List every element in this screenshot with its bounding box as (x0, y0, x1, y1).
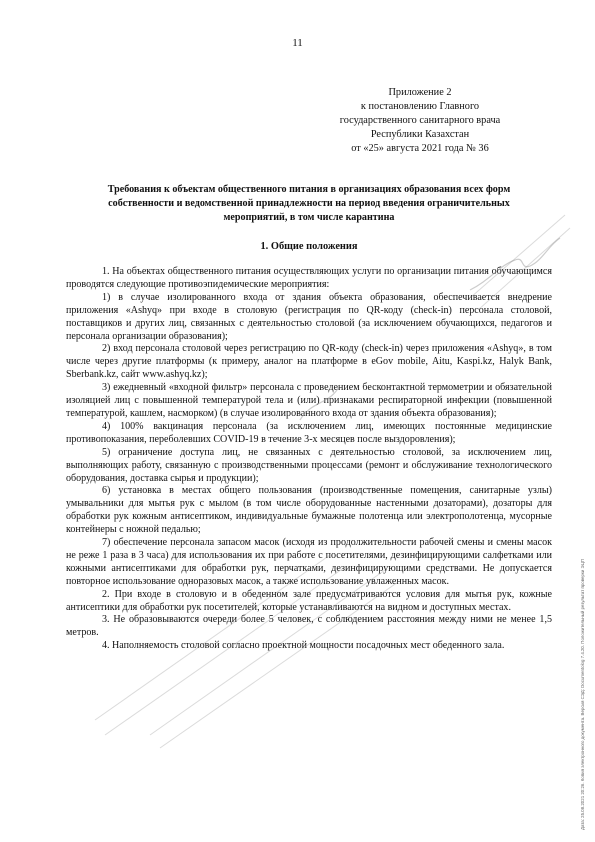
document-body (66, 266, 552, 653)
document-title-line: собственности и ведомственной принадлежности на период введения ограничительных (108, 198, 510, 210)
appendix-block (300, 86, 540, 156)
paragraph: 4) 100% вакцинация персонала (за исключением лиц, имеющих постоянные медицинские противопоказания, переболевших COVID-19 в течение 3-х месяцев после выздоровления); (66, 420, 552, 445)
paragraph: 3. Не образовываются очереди более 5 человек, с соблюдением расстояния между ними не менее 1,5 метров. (66, 614, 552, 639)
appendix-line: Приложение 2 (388, 87, 452, 98)
appendix-line: от «25» августа 2021 года № 36 (351, 143, 489, 154)
paragraph: 4. Наполняемость столовой согласно проектной мощности посадочных мест обеденного зала. (102, 640, 505, 652)
document-title-line: мероприятий, в том числе карантина (223, 212, 395, 224)
paragraph: 7) обеспечение персонала запасом масок (исходя из продолжительности рабочей смены и смены масок не реже 1 раза в 3 часа) для использования их при работе с посетителями, дезинфицирующими салфетками или кожными антисептиками для обработки рук, перчатками, дезинфицирующими средствами. Не допускается повторное использование одноразовых масок, а также использование увлаженных масок. (66, 537, 552, 587)
document-title (64, 183, 554, 226)
paragraph: 2. При входе в столовую и в обеденном зале предусматриваются условия для мытья рук, кожные антисептики для обработки рук посетителей, которые устанавливаются на видном и доступных местах. (66, 588, 552, 613)
appendix-line: государственного санитарного врача (339, 115, 501, 126)
paragraph: 6) установка в местах общего пользования (производственные помещения, санитарные узлы) умывальники для мытья рук с мылом (в том числе оборудованные настенными дозаторами), дозаторы для обработки рук кожным антисептиком, индивидуальные бумажные полотенца или электрополотенца, мусорные контейнеры с ножной педалью; (66, 485, 552, 536)
paragraph: 5) ограничение доступа лиц, не связанных с деятельностью столовой, за исключением лиц, выполняющих работу, связанную с производственными процессами (ремонт и обслуживание технологического оборудования, доставка сырья и продукции); (66, 446, 552, 484)
appendix-line: Республики Казахстан (370, 129, 470, 140)
paragraph: 1) в случае изолированного входа от здания объекта образования, обеспечивается внедрение приложения «Ashyq» при входе в столовую (регистрация по QR-коду (check-in) персонала столовой, поставщиков и других лиц, связанных с деятельностью столовой (за исключением обучающихся, педагогов и персонала организации образования); (66, 291, 552, 342)
document-title-line: Требования к объектам общественного питания в организациях образования всех форм (107, 184, 511, 195)
page-number: 11 (292, 37, 303, 49)
paragraph: 2) вход персонала столовой через регистрацию по QR-коду (check-in) через приложения «Ashyq», в том числе через другие платформы (к примеру, аналог на платформе в eGov mobile, Aitu, Kaspi.kz, Halyk Bank, Sberbank.kz, сайт www.ashyq.kz); (66, 343, 552, 381)
section-heading: 1. Общие положения (260, 241, 358, 252)
appendix-line: к постановлению Главного (360, 101, 480, 112)
paragraph: 3) ежедневный «входной фильтр» персонала с проведением бесконтактной термометрии и обязательной изоляцией лиц с повышенной температурой тела и (или) признаками респираторной инфекции (повышенной температурой, кашлем, насморком) (в случае изолированного входа от здания объекта образования); (66, 382, 552, 419)
paragraph: 1. На объектах общественного питания осуществляющих услуги по организации питания обучающимся проводятся следующие противоэпидемические мероприятия: (66, 266, 552, 290)
e-document-side-note: Дата: 25.08.2021 20:26. Копия электронного документа. Версия СЭД: Documentolog 7.4.20. Положительный результат проверки ЭЦП (580, 558, 585, 830)
